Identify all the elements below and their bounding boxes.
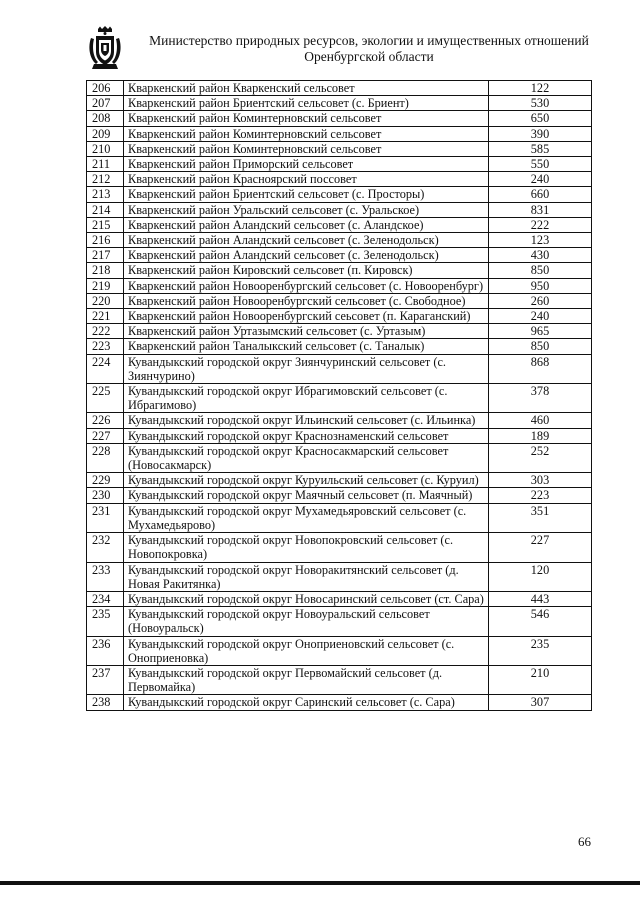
row-value: 227 (489, 533, 592, 562)
row-number: 212 (87, 172, 124, 187)
row-value: 868 (489, 354, 592, 383)
settlements-table (86, 80, 592, 711)
row-value: 430 (489, 248, 592, 263)
settlement-name: Кваркенский район Кваркенский сельсовет (124, 81, 489, 96)
row-value: 390 (489, 126, 592, 141)
table-row (87, 217, 592, 232)
table-row (87, 636, 592, 665)
row-value: 378 (489, 384, 592, 413)
row-number: 229 (87, 473, 124, 488)
settlement-name: Кувандыкский городской округ Мухамедьяровский сельсовет (с. Мухамедьярово) (124, 503, 489, 532)
settlement-name: Кувандыкский городской округ Саринский сельсовет (с. Сара) (124, 695, 489, 710)
table-row (87, 187, 592, 202)
settlement-name: Кувандыкский городской округ Маячный сельсовет (п. Маячный) (124, 488, 489, 503)
table-row (87, 591, 592, 606)
row-value: 122 (489, 81, 592, 96)
settlement-name: Кувандыкский городской округ Ильинский сельсовет (с. Ильинка) (124, 413, 489, 428)
row-number: 216 (87, 233, 124, 248)
row-value: 260 (489, 293, 592, 308)
settlement-name: Кваркенский район Аландский сельсовет (с. Аландское) (124, 217, 489, 232)
row-value: 252 (489, 443, 592, 472)
table-row (87, 413, 592, 428)
row-number: 227 (87, 428, 124, 443)
row-value: 223 (489, 488, 592, 503)
settlement-name: Кваркенский район Коминтерновский сельсовет (124, 126, 489, 141)
row-number: 210 (87, 141, 124, 156)
table-row (87, 202, 592, 217)
row-value: 550 (489, 157, 592, 172)
row-number: 219 (87, 278, 124, 293)
table-row (87, 607, 592, 636)
row-number: 221 (87, 309, 124, 324)
row-number: 228 (87, 443, 124, 472)
settlement-name: Кувандыкский городской округ Новосаринский сельсовет (ст. Сара) (124, 591, 489, 606)
row-value: 222 (489, 217, 592, 232)
table-row (87, 96, 592, 111)
row-number: 232 (87, 533, 124, 562)
table-row (87, 533, 592, 562)
row-value: 240 (489, 172, 592, 187)
ministry-title-line1: Министерство природных ресурсов, экологии и имущественных отношений (149, 33, 589, 48)
settlement-name: Кувандыкский городской округ Ибрагимовский сельсовет (с. Ибрагимово) (124, 384, 489, 413)
row-value: 120 (489, 562, 592, 591)
row-number: 206 (87, 81, 124, 96)
row-value: 460 (489, 413, 592, 428)
table-row (87, 428, 592, 443)
settlement-name: Кувандыкский городской округ Зиянчуринский сельсовет (с. Зиянчурино) (124, 354, 489, 383)
row-number: 235 (87, 607, 124, 636)
settlement-name: Кувандыкский городской округ Новоракитянский сельсовет (д. Новая Ракитянка) (124, 562, 489, 591)
row-value: 530 (489, 96, 592, 111)
ministry-title (124, 33, 614, 65)
row-number: 218 (87, 263, 124, 278)
page-number: 66 (578, 834, 591, 849)
row-value: 240 (489, 309, 592, 324)
row-number: 231 (87, 503, 124, 532)
settlement-name: Кваркенский район Уртазымский сельсовет (с. Уртазым) (124, 324, 489, 339)
row-number: 224 (87, 354, 124, 383)
table-row (87, 488, 592, 503)
coat-of-arms-emblem (86, 26, 124, 70)
table-row (87, 248, 592, 263)
settlement-name: Кваркенский район Уральский сельсовет (с. Уральское) (124, 202, 489, 217)
settlement-name: Кваркенский район Бриентский сельсовет (с. Бриент) (124, 96, 489, 111)
settlement-name: Кваркенский район Коминтерновский сельсовет (124, 141, 489, 156)
table-row (87, 233, 592, 248)
table-row (87, 354, 592, 383)
table-row (87, 172, 592, 187)
row-number: 230 (87, 488, 124, 503)
table-row (87, 157, 592, 172)
settlement-name: Кувандыкский городской округ Новоуральский сельсовет (Новоуральск) (124, 607, 489, 636)
settlement-name: Кваркенский район Аландский сельсовет (с. Зеленодольск) (124, 248, 489, 263)
row-value: 585 (489, 141, 592, 156)
row-number: 208 (87, 111, 124, 126)
settlement-name: Кваркенский район Приморский сельсовет (124, 157, 489, 172)
row-number: 236 (87, 636, 124, 665)
settlement-name: Кваркенский район Коминтерновский сельсовет (124, 111, 489, 126)
table-row (87, 384, 592, 413)
table-row (87, 324, 592, 339)
table-row (87, 293, 592, 308)
row-value: 850 (489, 263, 592, 278)
table-row (87, 278, 592, 293)
row-value: 351 (489, 503, 592, 532)
row-number: 214 (87, 202, 124, 217)
row-number: 223 (87, 339, 124, 354)
table-row (87, 309, 592, 324)
settlement-name: Кваркенский район Новооренбургский сеьсовет (п. Караганский) (124, 309, 489, 324)
row-value: 950 (489, 278, 592, 293)
row-value: 303 (489, 473, 592, 488)
ministry-title-line2: Оренбургской области (304, 49, 434, 64)
row-value: 235 (489, 636, 592, 665)
table-row (87, 263, 592, 278)
settlement-name: Кувандыкский городской округ Первомайский сельсовет (д. Первомайка) (124, 665, 489, 694)
settlement-name: Кваркенский район Красноярский поссовет (124, 172, 489, 187)
settlement-name: Кувандыкский городской округ Оноприеновский сельсовет (с. Оноприеновка) (124, 636, 489, 665)
row-number: 222 (87, 324, 124, 339)
settlement-name: Кувандыкский городской округ Краснознаменский сельсовет (124, 428, 489, 443)
row-value: 307 (489, 695, 592, 710)
settlement-name: Кувандыкский городской округ Новопокровский сельсовет (с. Новопокровка) (124, 533, 489, 562)
table-row (87, 695, 592, 710)
row-value: 189 (489, 428, 592, 443)
row-number: 211 (87, 157, 124, 172)
document-header (84, 26, 614, 72)
row-number: 226 (87, 413, 124, 428)
row-number: 207 (87, 96, 124, 111)
settlement-name: Кваркенский район Аландский сельсовет (с. Зеленодольск) (124, 233, 489, 248)
settlement-name: Кваркенский район Таналыкский сельсовет (с. Таналык) (124, 339, 489, 354)
settlement-name: Кувандыкский городской округ Красносакмарский сельсовет (Новосакмарск) (124, 443, 489, 472)
table-row (87, 339, 592, 354)
settlement-name: Кваркенский район Кировский сельсовет (п. Кировск) (124, 263, 489, 278)
row-value: 123 (489, 233, 592, 248)
row-number: 225 (87, 384, 124, 413)
row-number: 220 (87, 293, 124, 308)
bottom-rule (0, 881, 640, 885)
row-number: 237 (87, 665, 124, 694)
table-row (87, 81, 592, 96)
table-row (87, 443, 592, 472)
row-number: 215 (87, 217, 124, 232)
row-number: 233 (87, 562, 124, 591)
table-row (87, 503, 592, 532)
row-number: 217 (87, 248, 124, 263)
table-row (87, 141, 592, 156)
row-number: 209 (87, 126, 124, 141)
row-number: 238 (87, 695, 124, 710)
row-value: 660 (489, 187, 592, 202)
table-row (87, 562, 592, 591)
settlements-table-body (87, 81, 592, 711)
table-row (87, 473, 592, 488)
table-row (87, 111, 592, 126)
row-value: 965 (489, 324, 592, 339)
row-value: 210 (489, 665, 592, 694)
settlement-name: Кваркенский район Новооренбургский сельсовет (с. Новооренбург) (124, 278, 489, 293)
row-value: 831 (489, 202, 592, 217)
row-value: 650 (489, 111, 592, 126)
settlement-name: Кваркенский район Бриентский сельсовет (с. Просторы) (124, 187, 489, 202)
table-row (87, 126, 592, 141)
row-value: 546 (489, 607, 592, 636)
row-value: 443 (489, 591, 592, 606)
row-number: 234 (87, 591, 124, 606)
row-number: 213 (87, 187, 124, 202)
settlement-name: Кваркенский район Новооренбургский сельсовет (с. Свободное) (124, 293, 489, 308)
settlement-name: Кувандыкский городской округ Куруильский сельсовет (с. Куруил) (124, 473, 489, 488)
row-value: 850 (489, 339, 592, 354)
table-row (87, 665, 592, 694)
